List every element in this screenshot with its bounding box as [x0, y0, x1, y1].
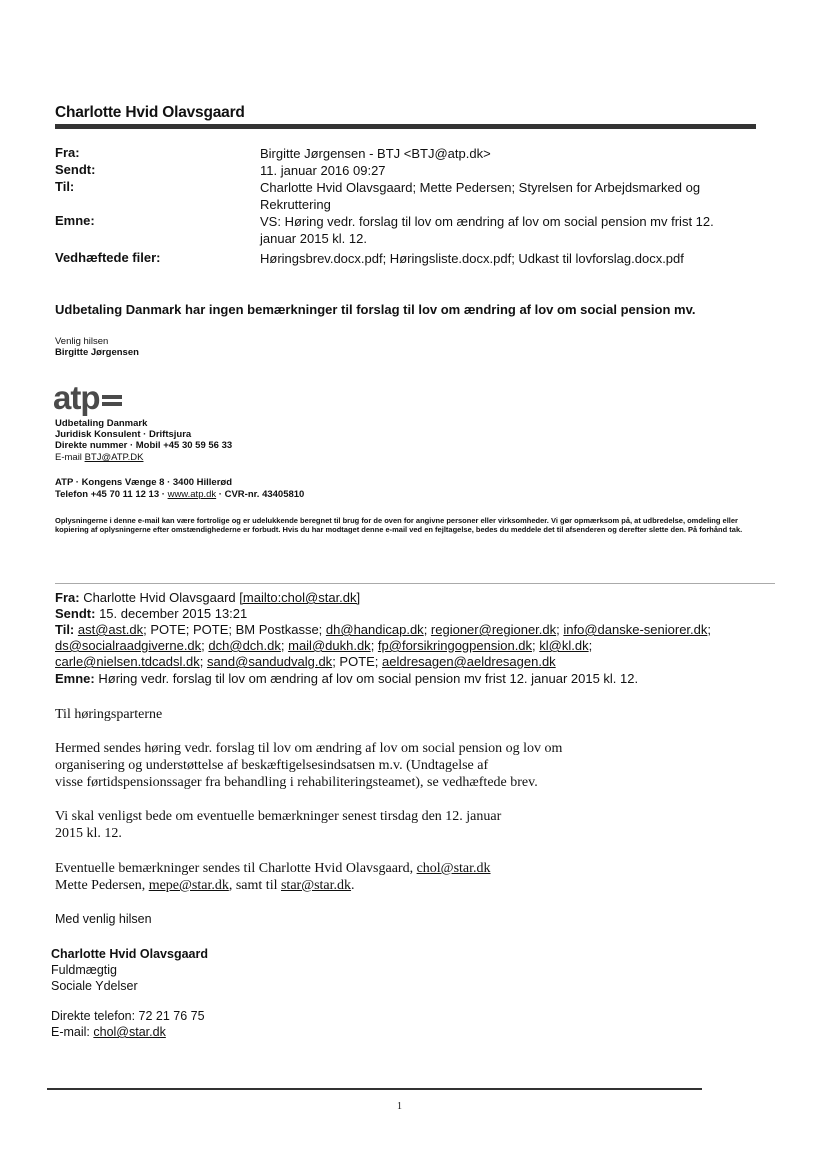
recipient-link[interactable]: mail@dukh.dk [288, 638, 371, 653]
atp-contact-line [55, 489, 304, 500]
subject-label: Emne: [55, 213, 95, 228]
recipient-link[interactable]: ds@socialraadgiverne.dk [55, 638, 202, 653]
from-value: Birgitte Jørgensen - BTJ <BTJ@atp.dk> [260, 146, 491, 161]
fwd-sig-phone: Direkte telefon: 72 21 76 75 [51, 1009, 205, 1023]
recipient-sep: ; [370, 638, 378, 653]
recipient-link[interactable]: info@danske-seniorer.dk [563, 622, 708, 637]
fwd-sent-line [55, 606, 247, 621]
fwd-to-line-3 [55, 654, 755, 669]
fwd-salutation: Til høringsparterne [55, 707, 163, 722]
fwd-from-line [55, 590, 360, 605]
fwd-sig-email-link[interactable]: chol@star.dk [93, 1025, 166, 1039]
recipient-link[interactable]: regioner@regioner.dk [430, 622, 557, 637]
forward-divider [55, 583, 775, 584]
fwd-sig-email-line [51, 1025, 166, 1040]
fwd-sig-dept: Sociale Ydelser [51, 979, 138, 993]
recipient-sep: ; [707, 622, 711, 637]
attachments-value: Høringsbrev.docx.pdf; Høringsliste.docx.pdf; Udkast til lovforslag.docx.pdf [260, 251, 684, 266]
reply-signer: Birgitte Jørgensen [55, 347, 139, 358]
fwd-para3-line1 [55, 860, 491, 877]
fwd-from-value: Charlotte Hvid Olavsgaard [83, 590, 236, 605]
recipient-link[interactable]: ast@ast.dk [77, 622, 144, 637]
atp-email-label: E-mail [55, 452, 82, 463]
recipient-sep: ; [199, 654, 207, 669]
fwd-para3-line2 [55, 877, 355, 894]
atp-role: Juridisk Konsulent · Driftsjura [55, 429, 192, 440]
recipient-link[interactable]: aeldresagen@aeldresagen.dk [382, 654, 556, 669]
fwd-para1-line1: Hermed sendes høring vedr. forslag til lov om ændring af lov om social pension og lov om [55, 741, 563, 756]
fwd-sig-name: Charlotte Hvid Olavsgaard [51, 947, 208, 961]
fwd-sent-label: Sendt: [55, 606, 96, 621]
atp-email-line [55, 452, 143, 463]
fwd-subject-value: Høring vedr. forslag til lov om ændring af lov om social pension mv frist 12. januar 2015 kl. 12. [98, 671, 639, 686]
sent-label: Sendt: [55, 162, 96, 177]
atp-org: Udbetaling Danmark [55, 418, 148, 429]
recipient-sep: ; [588, 638, 593, 653]
fwd-mailto-link[interactable]: [mailto:chol@star.dk] [239, 590, 361, 605]
fwd-from-label: Fra: [55, 590, 80, 605]
sender-name: Charlotte Hvid Olavsgaard [55, 104, 245, 121]
atp-disclaimer: Oplysningerne i denne e-mail kan være fortrolige og er udelukkende beregnet til brug for de oven for angivne personer eller virksomheder. Vi gør opmærksom på, at udbredelse, omdeling eller kopiering af oplysningerne efter omstændighederne er forbudt. Hvis du har modtaget denne e-mail ved en fejltagelse, bedes du meddele det til afsenderen og derefter slette den. På forhånd tak. [55, 516, 743, 534]
recipient-sep: ; [532, 638, 540, 653]
recipient-link[interactable]: dch@dch.dk [208, 638, 281, 653]
atp-web-link[interactable]: www.atp.dk [167, 489, 217, 500]
fwd-subject-label: Emne: [55, 671, 95, 686]
fwd-sig-title: Fuldmægtig [51, 963, 117, 977]
fwd-to-line-2 [55, 638, 755, 653]
from-label: Fra: [55, 145, 80, 160]
star-email-link[interactable]: star@star.dk [280, 878, 352, 893]
attachments-label: Vedhæftede filer: [55, 250, 161, 265]
atp-phone: Direkte nummer · Mobil +45 30 59 56 33 [55, 440, 233, 451]
fwd-para2-line1: Vi skal venligst bede om eventuelle bemærkninger senest tirsdag den 12. januar [55, 809, 502, 824]
atp-address: ATP · Kongens Vænge 8 · 3400 Hillerød [55, 477, 233, 488]
atp-cvr: · CVR-nr. 43405810 [218, 489, 305, 500]
atp-email-link[interactable]: BTJ@ATP.DK [84, 452, 144, 463]
recipient-sep: ; [423, 622, 431, 637]
footer-rule [47, 1088, 702, 1090]
fwd-para3-prefix2: Mette Pedersen, [55, 878, 149, 893]
fwd-para3-end: . [351, 878, 355, 893]
fwd-to-label: Til: [55, 622, 75, 637]
recipient-link[interactable]: carle@nielsen.tdcadsl.dk [55, 654, 200, 669]
fwd-para3-prefix: Eventuelle bemærkninger sendes til Charlotte Hvid Olavsgaard, [55, 861, 417, 876]
chol-email-link[interactable]: chol@star.dk [416, 861, 491, 876]
subject-value: VS: Høring vedr. forslag til lov om ændring af lov om social pension mv frist 12. januar 2015 kl. 12. [260, 214, 714, 246]
recipient-link[interactable]: dh@handicap.dk [325, 622, 424, 637]
to-label: Til: [55, 179, 75, 194]
recipient-sep: ; [201, 638, 209, 653]
atp-phone-prefix: Telefon +45 70 11 12 13 · [55, 489, 165, 500]
sent-value: 11. januar 2016 09:27 [260, 163, 386, 178]
atp-logo-text: atp [53, 379, 100, 416]
to-value: Charlotte Hvid Olavsgaard; Mette Pedersen; Styrelsen for Arbejdsmarked og Rekruttering [260, 180, 701, 212]
reply-greeting: Venlig hilsen [55, 336, 109, 347]
recipient-sep: ; POTE; [332, 654, 383, 669]
fwd-subject-line [55, 671, 755, 686]
recipient-sep: ; [280, 638, 289, 653]
fwd-para1-line3: visse førtidspensionssager fra behandling i rehabiliteringsteamet), se vedhæftede brev. [55, 775, 538, 790]
fwd-para2-line2: 2015 kl. 12. [55, 826, 122, 841]
fwd-closing: Med venlig hilsen [55, 912, 152, 926]
fwd-sig-email-label: E-mail: [51, 1025, 94, 1039]
fwd-to-line-1 [55, 622, 755, 637]
recipient-sep: ; POTE; POTE; BM Postkasse; [143, 622, 326, 637]
atp-logo [53, 379, 122, 417]
recipient-link[interactable]: kl@kl.dk [539, 638, 589, 653]
header-rule [55, 124, 756, 129]
mepe-email-link[interactable]: mepe@star.dk [148, 878, 229, 893]
fwd-sent-value: 15. december 2015 13:21 [99, 606, 248, 621]
fwd-para3-mid: , samt til [228, 878, 281, 893]
recipient-sep: ; [556, 622, 564, 637]
atp-logo-mark [102, 392, 122, 409]
recipient-link[interactable]: sand@sandudvalg.dk [206, 654, 333, 669]
fwd-para1-line2: organisering og understøttelse af beskæftigelsesindsatsen m.v. (Undtagelse af [55, 758, 489, 773]
page-number: 1 [397, 1101, 402, 1112]
recipient-link[interactable]: fp@forsikringogpension.dk [377, 638, 533, 653]
reply-body: Udbetaling Danmark har ingen bemærkninger til forslag til lov om ændring af lov om social pension mv. [55, 302, 696, 317]
